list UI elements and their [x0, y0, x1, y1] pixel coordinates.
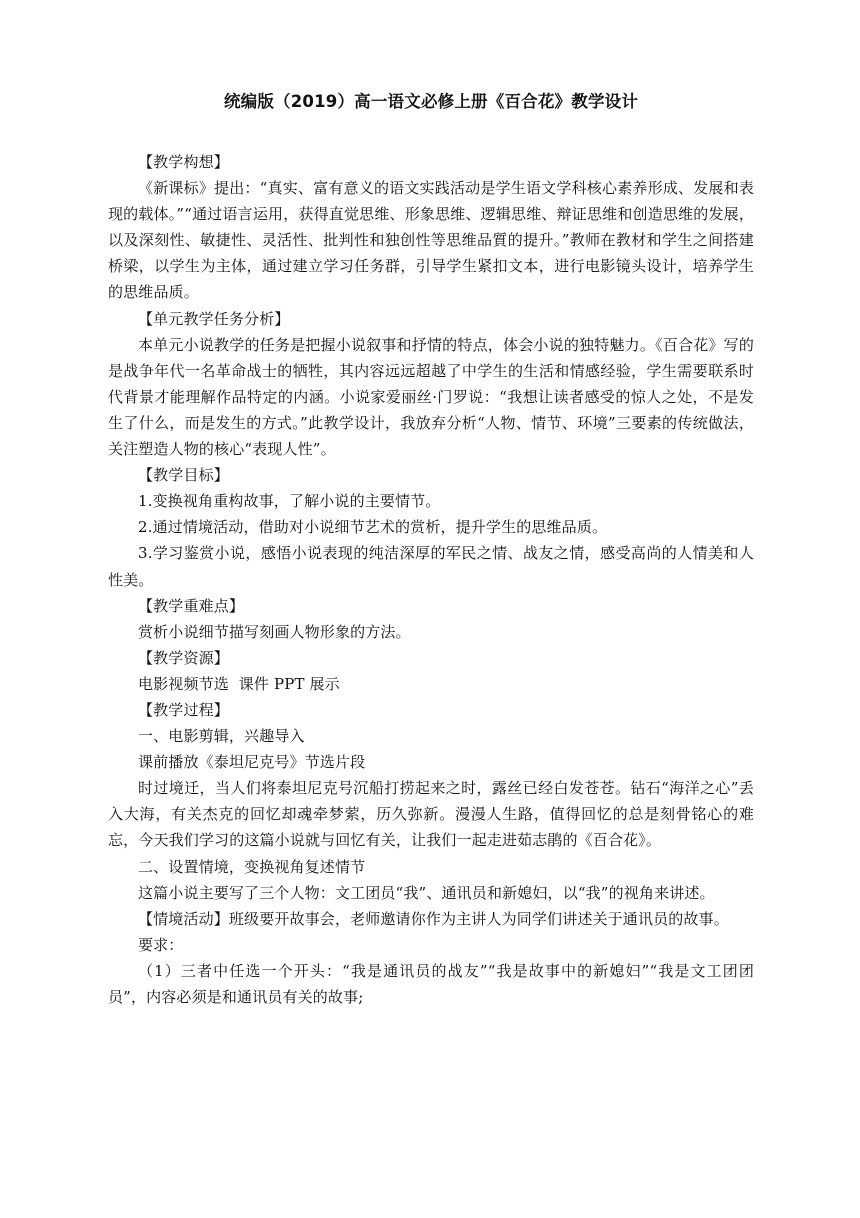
- paragraph-characters: 这篇小说主要写了三个人物：文工团员“我”、通讯员和新媳妇，以“我”的视角来讲述。: [138, 883, 715, 902]
- section-heading-process: 【教学过程】: [138, 700, 229, 719]
- section-heading-key-points: 【教学重难点】: [138, 596, 245, 615]
- paragraph-unit-analysis: 本单元小说教学的任务是把握小说叙事和抒情的特点，体会小说的独特魅力。《百合花》写的是战争年代一名革命战士的牺牲，其内容远远超越了中学生的生活和情感经验，学生需要联系时代背景才能理解作品特定的内涵。小说家爱丽丝·门罗说：“我想让读者感受的惊人之处，不是发生了什么，而是发生的方式。”此教学设计，我放弃分析“人物、情节、环境”三要素的传统做法，关注塑造人物的核心“表现人性”。: [108, 335, 754, 459]
- document-title: 统编版（2019）高一语文必修上册《百合花》教学设计: [223, 92, 639, 111]
- objective-item-3: 3.学习鉴赏小说，感悟小说表现的纯洁深厚的军民之情、战友之情，感受高尚的人情美和人性美。: [108, 544, 754, 589]
- section-heading-objectives: 【教学目标】: [138, 466, 229, 485]
- paragraph-situation-activity: 【情境活动】班级要开故事会，老师邀请你作为主讲人为同学们讲述关于通讯员的故事。: [138, 909, 729, 928]
- paragraph-lead-in: 时过境迁，当人们将泰坦尼克号沉船打捞起来之时，露丝已经白发苍苍。钻石“海洋之心”丢入大海，有关杰克的回忆却魂牵梦萦，历久弥新。漫漫人生路，值得回忆的总是刻骨铭心的难忘，今天我们学习的这篇小说就与回忆有关，让我们一起走进茹志鹃的《百合花》。: [108, 779, 754, 850]
- section-heading-concept: 【教学构想】: [138, 153, 229, 171]
- paragraph-requirement-1: （1）三者中任选一个开头：“我是通讯员的战友”“我是故事中的新媳妇”“我是文工团团员”，内容必须是和通讯员有关的故事;: [108, 961, 754, 1006]
- paragraph-resources: 电影视频节选 课件 PPT 展示: [138, 674, 340, 693]
- paragraph-video-intro: 课前播放《泰坦尼克号》节选片段: [138, 753, 366, 772]
- process-step-1-heading: 一、电影剪辑，兴趣导入: [138, 727, 305, 746]
- document-page: [108, 88, 754, 1010]
- process-step-2-heading: 二、设置情境，变换视角复述情节: [138, 857, 366, 876]
- section-heading-resources: 【教学资源】: [138, 648, 229, 667]
- paragraph-concept: 《新课标》提出：“真实、富有意义的语文实践活动是学生语文学科核心素养形成、发展和表现的载体。”“通过语言运用，获得直觉思维、形象思维、逻辑思维、辩证思维和创造思维的发展，以及深刻性、敏捷性、灵活性、批判性和独创性等思维品質的提升。”教师在教材和学生之间搭建桥梁，以学生为主体，通过建立学习任务群，引导学生紧扣文本，进行电影镜头设计，培养学生的思维品质。: [108, 179, 754, 302]
- section-heading-unit-analysis: 【单元教学任务分析】: [138, 309, 290, 328]
- paragraph-requirements-label: 要求：: [138, 935, 184, 954]
- objective-item-1: 1.变换视角重构故事，了解小说的主要情节。: [138, 492, 441, 511]
- objective-item-2: 2.通过情境活动，借助对小说细节艺术的赏析，提升学生的思维品质。: [138, 518, 608, 537]
- paragraph-key-points: 赏析小说细节描写刻画人物形象的方法。: [138, 622, 411, 641]
